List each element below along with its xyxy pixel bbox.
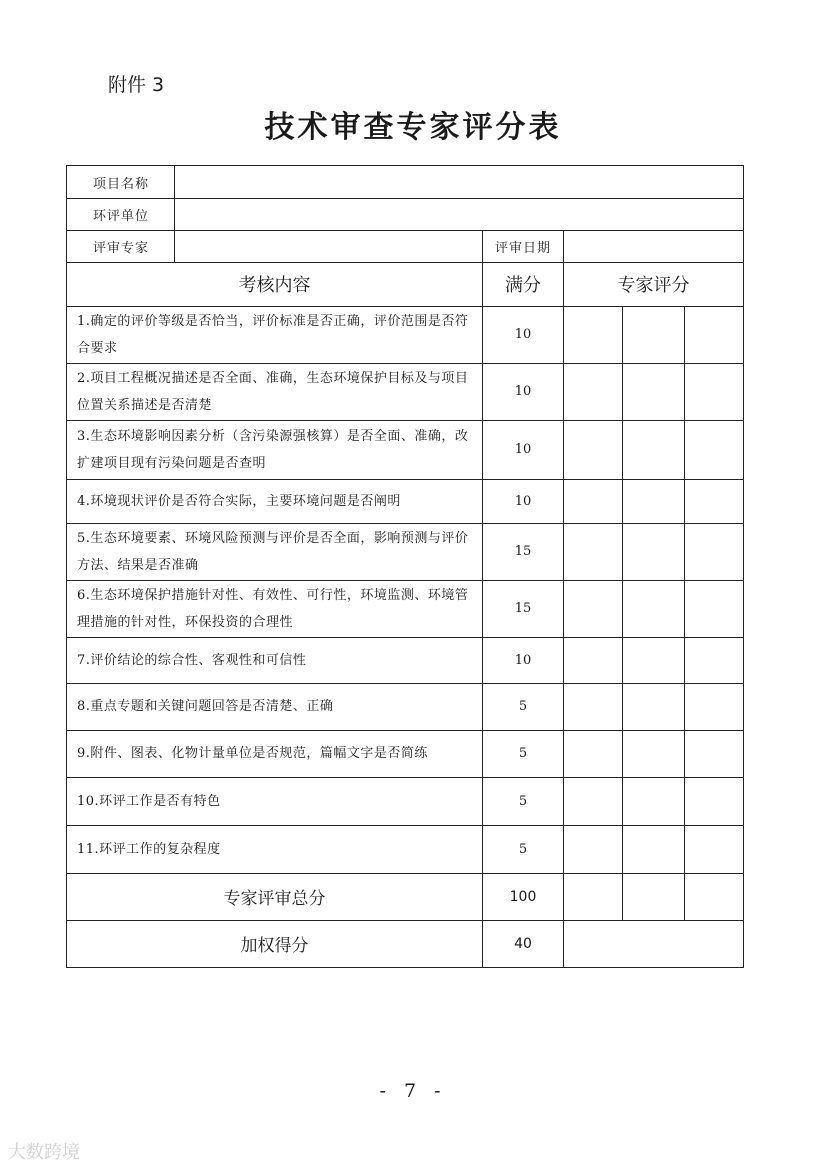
page-title: 技术审查专家评分表 [264, 110, 562, 145]
item-9-score: 5 [518, 746, 528, 761]
weighted-score: 40 [514, 935, 532, 952]
item-2-text: 2.项目工程概况描述是否全面、准确，生态环境保护目标及与项目位置关系描述是否清楚 [77, 370, 469, 413]
item-11-score: 5 [518, 841, 528, 857]
item-9-text: 9.附件、图表、化物计量单位是否规范，篇幅文字是否简练 [77, 746, 428, 761]
score-sheet-table [66, 165, 744, 968]
item-10-score: 5 [518, 793, 528, 809]
item-4-text: 4.环境现状评价是否符合实际，主要环境问题是否阐明 [77, 493, 401, 509]
item-3-score: 10 [514, 442, 532, 457]
page-number: - 7 - [379, 1080, 447, 1102]
item-8-text: 8.重点专题和关键问题回答是否清楚、正确 [77, 699, 334, 714]
watermark: 大数跨境 [8, 1142, 80, 1163]
item-3-text: 3.生态环境影响因素分析（含污染源强核算）是否全面、准确，改扩建项目现有污染问题是否查明 [77, 428, 469, 471]
header-expert-score: 专家评分 [617, 275, 690, 296]
item-8-score: 5 [518, 699, 528, 714]
item-2-score: 10 [514, 384, 532, 399]
item-7-text: 7.评价结论的综合性、客观性和可信性 [77, 652, 307, 668]
review-expert-field[interactable] [175, 230, 482, 262]
item-6-score: 15 [514, 601, 532, 616]
item-1-score: 10 [514, 327, 532, 342]
item-1-text: 1.确定的评价等级是否恰当，评价标准是否正确，评价范围是否符合要求 [77, 313, 469, 356]
item-6-text: 6.生态环境保护措施针对性、有效性、可行性，环境监测、环境管理措施的针对性，环保投资的合理性 [77, 587, 469, 630]
item-5-text: 5.生态环境要素、环境风险预测与评价是否全面，影响预测与评价方法、结果是否准确 [77, 530, 469, 573]
project-name-label: 项目名称 [93, 176, 150, 192]
review-date-field[interactable] [564, 230, 743, 262]
total-score: 100 [509, 888, 537, 905]
item-7-score: 10 [514, 652, 532, 668]
review-date-label: 评审日期 [494, 240, 551, 256]
item-4-score: 10 [514, 493, 532, 509]
header-content: 考核内容 [238, 275, 311, 296]
total-label: 专家评审总分 [223, 889, 326, 909]
review-expert-label: 评审专家 [93, 240, 150, 256]
header-full-score: 满分 [505, 275, 541, 296]
project-name-field[interactable] [175, 166, 743, 198]
eia-unit-field[interactable] [175, 198, 743, 230]
item-5-score: 15 [514, 544, 532, 559]
item-10-text: 10.环评工作是否有特色 [77, 793, 221, 809]
item-11-text: 11.环评工作的复杂程度 [77, 841, 221, 857]
weighted-label: 加权得分 [240, 936, 309, 956]
attachment-label: 附件 3 [108, 74, 165, 96]
eia-unit-label: 环评单位 [93, 208, 150, 224]
